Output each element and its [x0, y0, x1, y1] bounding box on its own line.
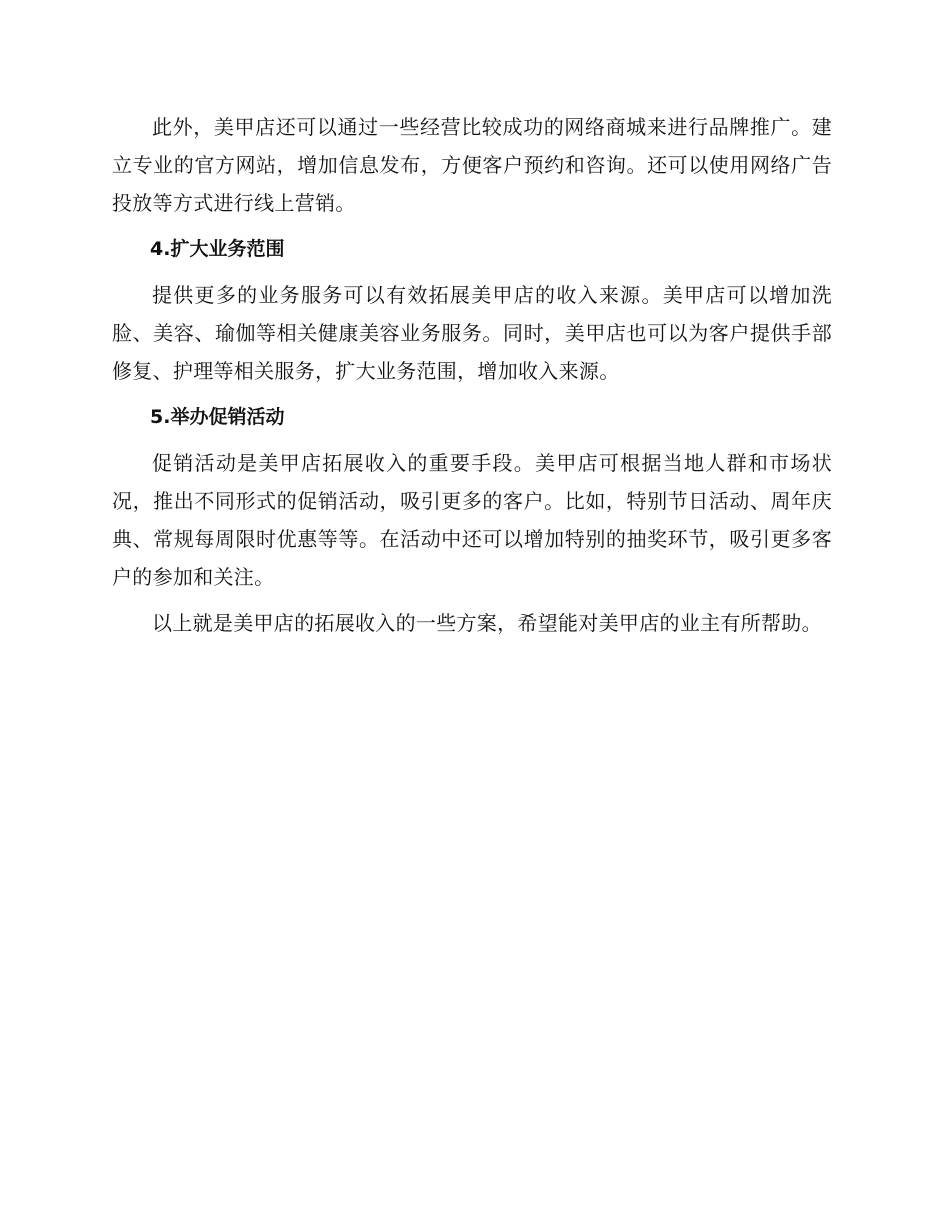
document-body	[112, 108, 832, 650]
heading-expand-business: 4.扩大业务范围	[150, 238, 285, 260]
heading-promotions: 5.举办促销活动	[150, 406, 285, 428]
paragraph-conclusion: 以上就是美甲店的拓展收入的一些方案，希望能对美甲店的业主有所帮助。	[152, 611, 822, 635]
paragraph-online-marketing: 此外，美甲店还可以通过一些经营比较成功的网络商城来进行品牌推广。建立专业的官方网站，增加信息发布，方便客户预约和咨询。还可以使用网络广告投放等方式进行线上营销。	[112, 115, 832, 215]
paragraph-expand-business: 提供更多的业务服务可以有效拓展美甲店的收入来源。美甲店可以增加洗脸、美容、瑜伽等相关健康美容业务服务。同时，美甲店也可以为客户提供手部修复、护理等相关服务，扩大业务范围，增加收入来源。	[112, 283, 832, 383]
paragraph-promotions: 促销活动是美甲店拓展收入的重要手段。美甲店可根据当地人群和市场状况，推出不同形式的促销活动，吸引更多的客户。比如，特别节日活动、周年庆典、常规每周限时优惠等等。在活动中还可以增加特别的抽奖环节，吸引更多客户的参加和关注。	[112, 451, 832, 589]
